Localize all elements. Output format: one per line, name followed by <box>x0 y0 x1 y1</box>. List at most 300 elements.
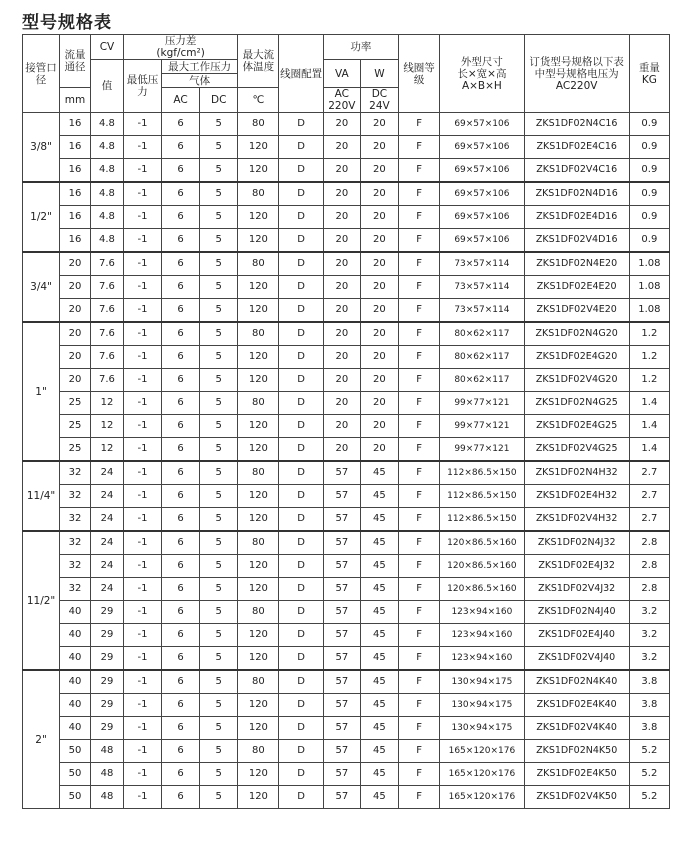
cell-cv: 24 <box>90 531 123 555</box>
header-ac220: AC 220V <box>323 88 360 113</box>
cell-port: 2" <box>23 670 60 809</box>
table-row <box>23 531 670 555</box>
cell-dc-pressure: 5 <box>200 252 238 276</box>
cell-model: ZKS1DF02V4G20 <box>524 369 629 392</box>
cell-cv: 48 <box>90 763 123 786</box>
cell-temp: 120 <box>238 415 279 438</box>
cell-coil-grade: F <box>398 786 439 809</box>
cell-ac-pressure: 6 <box>162 624 200 647</box>
cell-w: 45 <box>360 694 398 717</box>
cell-weight: 3.2 <box>629 647 669 671</box>
cell-model: ZKS1DF02E4K40 <box>524 694 629 717</box>
cell-cv: 29 <box>90 670 123 694</box>
header-dimensions <box>440 35 524 113</box>
cell-flow: 25 <box>60 415 91 438</box>
cell-dc-pressure: 5 <box>200 740 238 763</box>
cell-coil-grade: F <box>398 369 439 392</box>
cell-dc-pressure: 5 <box>200 694 238 717</box>
cell-weight: 2.7 <box>629 485 669 508</box>
cell-w: 20 <box>360 369 398 392</box>
cell-temp: 120 <box>238 647 279 671</box>
cell-coil-config: D <box>279 670 323 694</box>
cell-weight: 3.2 <box>629 624 669 647</box>
cell-cv: 4.8 <box>90 182 123 206</box>
cell-min-pressure: -1 <box>123 369 161 392</box>
cell-port: 11/2" <box>23 531 60 670</box>
cell-dc-pressure: 5 <box>200 624 238 647</box>
table-row <box>23 415 670 438</box>
cell-va: 57 <box>323 624 360 647</box>
cell-ac-pressure: 6 <box>162 670 200 694</box>
cell-ac-pressure: 6 <box>162 415 200 438</box>
table-row <box>23 601 670 624</box>
cell-cv: 24 <box>90 578 123 601</box>
cell-dimensions: 165×120×176 <box>440 763 524 786</box>
cell-model: ZKS1DF02N4G20 <box>524 322 629 346</box>
cell-dimensions: 80×62×117 <box>440 369 524 392</box>
cell-dimensions: 112×86.5×150 <box>440 485 524 508</box>
cell-flow: 32 <box>60 461 91 485</box>
cell-model: ZKS1DF02E4D16 <box>524 206 629 229</box>
cell-weight: 1.4 <box>629 438 669 462</box>
header-weight <box>629 35 669 113</box>
cell-model: ZKS1DF02V4J32 <box>524 578 629 601</box>
cell-coil-config: D <box>279 740 323 763</box>
cell-cv: 24 <box>90 555 123 578</box>
cell-coil-grade: F <box>398 647 439 671</box>
cell-model: ZKS1DF02E4J32 <box>524 555 629 578</box>
cell-va: 20 <box>323 322 360 346</box>
cell-min-pressure: -1 <box>123 346 161 369</box>
header-weight-label: 重量 <box>638 61 660 74</box>
header-order-voltage: AC220V <box>555 79 598 92</box>
cell-va: 57 <box>323 786 360 809</box>
cell-min-pressure: -1 <box>123 717 161 740</box>
cell-flow: 50 <box>60 740 91 763</box>
table-row <box>23 438 670 462</box>
cell-min-pressure: -1 <box>123 206 161 229</box>
cell-w: 45 <box>360 717 398 740</box>
cell-w: 20 <box>360 113 398 136</box>
cell-coil-config: D <box>279 485 323 508</box>
cell-w: 20 <box>360 438 398 462</box>
cell-coil-config: D <box>279 531 323 555</box>
table-row <box>23 322 670 346</box>
cell-dc-pressure: 5 <box>200 670 238 694</box>
cell-dimensions: 99×77×121 <box>440 438 524 462</box>
cell-model: ZKS1DF02E4K50 <box>524 763 629 786</box>
cell-temp: 120 <box>238 276 279 299</box>
cell-temp: 120 <box>238 578 279 601</box>
table-row <box>23 113 670 136</box>
cell-model: ZKS1DF02N4J32 <box>524 531 629 555</box>
header-pressure-unit: (kgf/cm²) <box>156 47 205 59</box>
cell-temp: 120 <box>238 717 279 740</box>
cell-flow: 20 <box>60 299 91 323</box>
cell-dimensions: 73×57×114 <box>440 299 524 323</box>
cell-va: 57 <box>323 508 360 532</box>
cell-coil-grade: F <box>398 578 439 601</box>
cell-port: 3/4" <box>23 252 60 322</box>
cell-flow: 16 <box>60 159 91 183</box>
cell-weight: 0.9 <box>629 113 669 136</box>
cell-coil-config: D <box>279 786 323 809</box>
cell-temp: 120 <box>238 624 279 647</box>
cell-temp: 120 <box>238 229 279 253</box>
cell-temp: 80 <box>238 322 279 346</box>
cell-temp: 120 <box>238 346 279 369</box>
cell-model: ZKS1DF02N4J40 <box>524 601 629 624</box>
cell-model: ZKS1DF02V4H32 <box>524 508 629 532</box>
cell-min-pressure: -1 <box>123 508 161 532</box>
cell-w: 20 <box>360 346 398 369</box>
cell-dimensions: 73×57×114 <box>440 252 524 276</box>
cell-w: 20 <box>360 392 398 415</box>
table-row <box>23 252 670 276</box>
cell-cv: 7.6 <box>90 252 123 276</box>
cell-dc-pressure: 5 <box>200 136 238 159</box>
cell-temp: 120 <box>238 508 279 532</box>
cell-coil-config: D <box>279 508 323 532</box>
cell-coil-config: D <box>279 322 323 346</box>
cell-cv: 7.6 <box>90 346 123 369</box>
cell-coil-grade: F <box>398 670 439 694</box>
cell-weight: 1.08 <box>629 252 669 276</box>
cell-cv: 7.6 <box>90 276 123 299</box>
cell-w: 20 <box>360 159 398 183</box>
cell-w: 20 <box>360 229 398 253</box>
cell-min-pressure: -1 <box>123 299 161 323</box>
cell-dimensions: 123×94×160 <box>440 647 524 671</box>
cell-ac-pressure: 6 <box>162 786 200 809</box>
cell-dc-pressure: 5 <box>200 369 238 392</box>
cell-flow: 32 <box>60 485 91 508</box>
cell-dimensions: 80×62×117 <box>440 346 524 369</box>
header-gas: 气体 <box>162 74 238 88</box>
cell-coil-config: D <box>279 694 323 717</box>
cell-cv: 4.8 <box>90 136 123 159</box>
cell-temp: 80 <box>238 461 279 485</box>
cell-w: 45 <box>360 601 398 624</box>
cell-flow: 20 <box>60 369 91 392</box>
cell-weight: 0.9 <box>629 136 669 159</box>
cell-min-pressure: -1 <box>123 322 161 346</box>
cell-flow: 20 <box>60 252 91 276</box>
cell-w: 20 <box>360 206 398 229</box>
cell-coil-grade: F <box>398 740 439 763</box>
cell-temp: 120 <box>238 136 279 159</box>
cell-flow: 50 <box>60 786 91 809</box>
cell-min-pressure: -1 <box>123 763 161 786</box>
cell-min-pressure: -1 <box>123 670 161 694</box>
cell-temp: 80 <box>238 392 279 415</box>
cell-flow: 20 <box>60 276 91 299</box>
cell-coil-grade: F <box>398 276 439 299</box>
cell-min-pressure: -1 <box>123 578 161 601</box>
cell-flow: 50 <box>60 763 91 786</box>
cell-ac-pressure: 6 <box>162 438 200 462</box>
table-row <box>23 485 670 508</box>
cell-weight: 3.2 <box>629 601 669 624</box>
cell-cv: 4.8 <box>90 159 123 183</box>
cell-temp: 120 <box>238 438 279 462</box>
table-row <box>23 763 670 786</box>
cell-ac-pressure: 6 <box>162 508 200 532</box>
cell-ac-pressure: 6 <box>162 717 200 740</box>
cell-dc-pressure: 5 <box>200 717 238 740</box>
cell-temp: 80 <box>238 252 279 276</box>
table-row <box>23 299 670 323</box>
cell-min-pressure: -1 <box>123 276 161 299</box>
cell-min-pressure: -1 <box>123 461 161 485</box>
cell-va: 20 <box>323 206 360 229</box>
cell-ac-pressure: 6 <box>162 461 200 485</box>
table-body <box>23 113 670 809</box>
table-row <box>23 740 670 763</box>
cell-weight: 0.9 <box>629 206 669 229</box>
table-row <box>23 555 670 578</box>
cell-w: 20 <box>360 415 398 438</box>
table-row <box>23 670 670 694</box>
cell-dc-pressure: 5 <box>200 182 238 206</box>
cell-coil-grade: F <box>398 252 439 276</box>
cell-coil-config: D <box>279 624 323 647</box>
cell-min-pressure: -1 <box>123 694 161 717</box>
cell-coil-config: D <box>279 206 323 229</box>
cell-port: 1/2" <box>23 182 60 252</box>
cell-coil-grade: F <box>398 555 439 578</box>
cell-flow: 20 <box>60 346 91 369</box>
cell-model: ZKS1DF02N4D16 <box>524 182 629 206</box>
cell-model: ZKS1DF02E4E20 <box>524 276 629 299</box>
cell-coil-grade: F <box>398 531 439 555</box>
cell-cv: 29 <box>90 717 123 740</box>
cell-w: 45 <box>360 740 398 763</box>
cell-dc-pressure: 5 <box>200 346 238 369</box>
table-row <box>23 346 670 369</box>
cell-w: 45 <box>360 763 398 786</box>
cell-w: 45 <box>360 531 398 555</box>
table-row <box>23 647 670 671</box>
cell-coil-config: D <box>279 369 323 392</box>
table-row <box>23 159 670 183</box>
cell-va: 20 <box>323 276 360 299</box>
cell-w: 45 <box>360 578 398 601</box>
header-order-model <box>524 35 629 113</box>
cell-dimensions: 69×57×106 <box>440 182 524 206</box>
cell-weight: 5.2 <box>629 786 669 809</box>
cell-weight: 0.9 <box>629 229 669 253</box>
cell-min-pressure: -1 <box>123 182 161 206</box>
cell-model: ZKS1DF02V4J40 <box>524 647 629 671</box>
cell-flow: 25 <box>60 438 91 462</box>
cell-model: ZKS1DF02E4J40 <box>524 624 629 647</box>
table-row <box>23 182 670 206</box>
cell-ac-pressure: 6 <box>162 531 200 555</box>
cell-weight: 1.2 <box>629 322 669 346</box>
cell-dc-pressure: 5 <box>200 508 238 532</box>
table-row <box>23 786 670 809</box>
cell-coil-config: D <box>279 763 323 786</box>
cell-dimensions: 73×57×114 <box>440 276 524 299</box>
header-max-working-pressure: 最大工作压力 <box>162 60 238 74</box>
cell-weight: 3.8 <box>629 717 669 740</box>
cell-min-pressure: -1 <box>123 136 161 159</box>
cell-model: ZKS1DF02N4H32 <box>524 461 629 485</box>
cell-coil-config: D <box>279 276 323 299</box>
cell-model: ZKS1DF02E4C16 <box>524 136 629 159</box>
cell-min-pressure: -1 <box>123 601 161 624</box>
cell-ac-pressure: 6 <box>162 647 200 671</box>
cell-min-pressure: -1 <box>123 113 161 136</box>
cell-ac-pressure: 6 <box>162 299 200 323</box>
cell-w: 20 <box>360 276 398 299</box>
cell-dimensions: 99×77×121 <box>440 415 524 438</box>
cell-min-pressure: -1 <box>123 786 161 809</box>
cell-coil-grade: F <box>398 415 439 438</box>
cell-va: 20 <box>323 159 360 183</box>
header-dimensions-axb: A×B×H <box>461 79 502 92</box>
cell-temp: 120 <box>238 369 279 392</box>
cell-ac-pressure: 6 <box>162 276 200 299</box>
table-row <box>23 392 670 415</box>
cell-dc-pressure: 5 <box>200 461 238 485</box>
cell-ac-pressure: 6 <box>162 182 200 206</box>
cell-va: 57 <box>323 531 360 555</box>
cell-coil-config: D <box>279 252 323 276</box>
cell-w: 45 <box>360 461 398 485</box>
cell-cv: 29 <box>90 624 123 647</box>
cell-min-pressure: -1 <box>123 415 161 438</box>
header-dimensions-label: 外型尺寸 <box>460 55 503 68</box>
cell-w: 20 <box>360 299 398 323</box>
cell-weight: 2.7 <box>629 508 669 532</box>
cell-model: ZKS1DF02V4G25 <box>524 438 629 462</box>
cell-dc-pressure: 5 <box>200 485 238 508</box>
header-coil-grade: 线圈等级 <box>398 35 439 113</box>
cell-ac-pressure: 6 <box>162 740 200 763</box>
cell-va: 57 <box>323 485 360 508</box>
cell-temp: 80 <box>238 531 279 555</box>
cell-temp: 120 <box>238 694 279 717</box>
cell-ac-pressure: 6 <box>162 252 200 276</box>
cell-ac-pressure: 6 <box>162 601 200 624</box>
cell-weight: 1.4 <box>629 415 669 438</box>
cell-va: 57 <box>323 555 360 578</box>
cell-ac-pressure: 6 <box>162 159 200 183</box>
cell-w: 20 <box>360 182 398 206</box>
cell-dc-pressure: 5 <box>200 113 238 136</box>
cell-dc-pressure: 5 <box>200 206 238 229</box>
cell-model: ZKS1DF02N4K40 <box>524 670 629 694</box>
cell-dc-pressure: 5 <box>200 438 238 462</box>
cell-min-pressure: -1 <box>123 159 161 183</box>
cell-ac-pressure: 6 <box>162 578 200 601</box>
cell-coil-grade: F <box>398 763 439 786</box>
header-power: 功率 <box>323 35 398 60</box>
cell-min-pressure: -1 <box>123 485 161 508</box>
cell-temp: 80 <box>238 670 279 694</box>
cell-dc-pressure: 5 <box>200 276 238 299</box>
cell-w: 20 <box>360 252 398 276</box>
cell-va: 57 <box>323 694 360 717</box>
cell-cv: 7.6 <box>90 299 123 323</box>
cell-dimensions: 165×120×176 <box>440 786 524 809</box>
cell-dimensions: 120×86.5×160 <box>440 578 524 601</box>
cell-dimensions: 123×94×160 <box>440 601 524 624</box>
cell-ac-pressure: 6 <box>162 485 200 508</box>
cell-dimensions: 69×57×106 <box>440 159 524 183</box>
table-row <box>23 717 670 740</box>
cell-weight: 1.4 <box>629 392 669 415</box>
cell-w: 45 <box>360 786 398 809</box>
cell-flow: 16 <box>60 113 91 136</box>
cell-ac-pressure: 6 <box>162 555 200 578</box>
cell-ac-pressure: 6 <box>162 322 200 346</box>
cell-w: 45 <box>360 647 398 671</box>
header-dc24: DC 24V <box>360 88 398 113</box>
cell-weight: 1.08 <box>629 299 669 323</box>
cell-temp: 120 <box>238 786 279 809</box>
cell-cv: 48 <box>90 740 123 763</box>
cell-cv: 12 <box>90 415 123 438</box>
table-row <box>23 276 670 299</box>
cell-coil-config: D <box>279 555 323 578</box>
cell-cv: 48 <box>90 786 123 809</box>
cell-coil-grade: F <box>398 299 439 323</box>
cell-temp: 120 <box>238 299 279 323</box>
cell-weight: 3.8 <box>629 694 669 717</box>
cell-cv: 29 <box>90 647 123 671</box>
cell-va: 57 <box>323 763 360 786</box>
cell-flow: 16 <box>60 182 91 206</box>
cell-weight: 2.7 <box>629 461 669 485</box>
header-min-pressure: 最低压力 <box>123 60 161 113</box>
cell-cv: 4.8 <box>90 206 123 229</box>
cell-temp: 80 <box>238 601 279 624</box>
cell-cv: 29 <box>90 601 123 624</box>
cell-va: 57 <box>323 717 360 740</box>
cell-coil-grade: F <box>398 438 439 462</box>
cell-flow: 32 <box>60 508 91 532</box>
header-temp-unit: ℃ <box>238 88 279 113</box>
cell-min-pressure: -1 <box>123 647 161 671</box>
cell-weight: 0.9 <box>629 182 669 206</box>
header-flow: 流量通径 <box>60 35 91 88</box>
cell-dc-pressure: 5 <box>200 415 238 438</box>
cell-cv: 24 <box>90 485 123 508</box>
cell-flow: 40 <box>60 694 91 717</box>
cell-dimensions: 80×62×117 <box>440 322 524 346</box>
cell-model: ZKS1DF02V4E20 <box>524 299 629 323</box>
cell-va: 20 <box>323 346 360 369</box>
cell-va: 20 <box>323 136 360 159</box>
cell-coil-config: D <box>279 415 323 438</box>
cell-coil-grade: F <box>398 461 439 485</box>
cell-w: 45 <box>360 670 398 694</box>
cell-coil-grade: F <box>398 717 439 740</box>
cell-coil-config: D <box>279 392 323 415</box>
cell-dc-pressure: 5 <box>200 229 238 253</box>
cell-va: 57 <box>323 461 360 485</box>
header-port: 接管口径 <box>23 35 60 113</box>
cell-weight: 1.08 <box>629 276 669 299</box>
cell-coil-config: D <box>279 717 323 740</box>
cell-va: 57 <box>323 578 360 601</box>
cell-dimensions: 69×57×106 <box>440 136 524 159</box>
cell-ac-pressure: 6 <box>162 136 200 159</box>
cell-min-pressure: -1 <box>123 252 161 276</box>
